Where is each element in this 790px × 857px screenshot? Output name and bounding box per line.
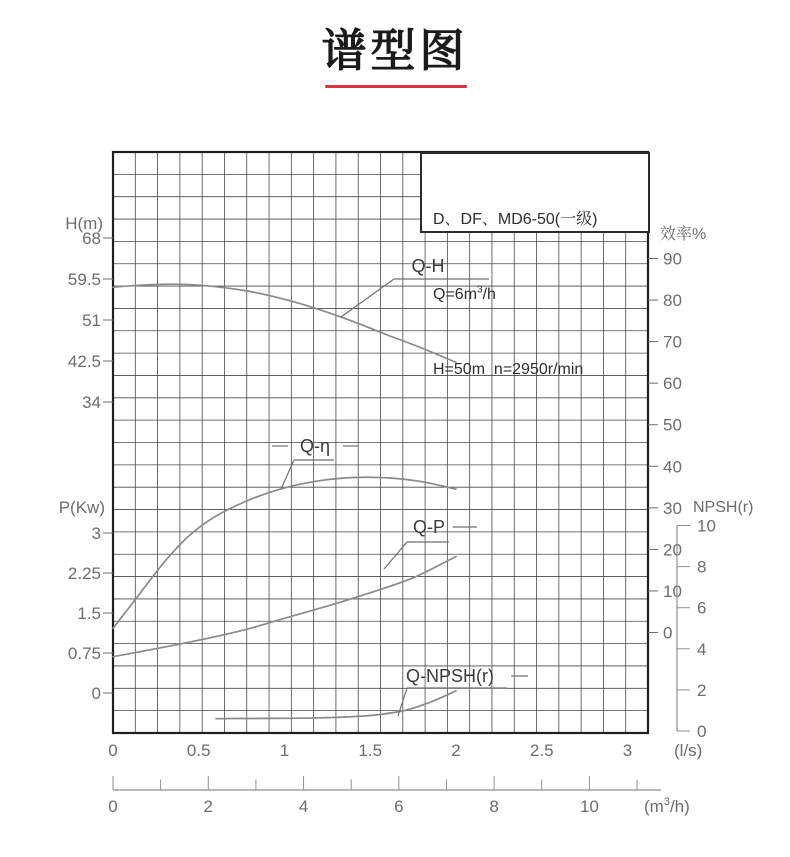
flow-ls-tick-label: 0 (108, 741, 118, 760)
flow-ls-tick-label: 1.5 (358, 741, 383, 760)
curve-label-text: Q-H (411, 256, 445, 276)
power-axis-tick-label: 2.25 (67, 564, 101, 584)
flow-ls-unit-label: (l/s) (674, 741, 703, 760)
power-axis-tick-label: 0.75 (67, 644, 101, 664)
efficiency-axis-tick-label: 20 (663, 540, 682, 560)
curve-label-text: Q-NPSH(r) (406, 666, 494, 686)
head-axis-tick-label: 68 (82, 229, 101, 248)
efficiency-axis-title: 效率% (660, 226, 707, 243)
efficiency-axis-tick-label: 30 (663, 498, 682, 518)
head-axis-tick-label: 34 (82, 392, 101, 412)
npsh-axis-tick-label: 0 (697, 722, 707, 741)
power-axis-title: P(Kw) (58, 498, 105, 517)
flow-m3h-tick-label: 6 (394, 797, 404, 816)
npsh-axis (677, 499, 753, 741)
flow-m3h-unit-label: $(m^3/h)$ (644, 796, 690, 816)
npsh-axis-title: NPSH(r) (693, 499, 754, 516)
flow-axis-m3h (108, 776, 690, 816)
efficiency-axis-tick-label: 70 (663, 332, 682, 352)
efficiency-axis-tick-label: 10 (663, 581, 682, 601)
efficiency-axis-tick-label: 50 (663, 415, 682, 435)
efficiency-axis-tick-label: 80 (663, 291, 682, 311)
curve-q-h (113, 284, 456, 362)
power-axis (59, 498, 113, 703)
flow-m3h-tick-label: 4 (298, 797, 309, 816)
curve-label-leader-line (341, 279, 394, 317)
flow-ls-tick-label: 2 (451, 741, 461, 760)
flow-ls-tick-label: 2.5 (529, 741, 554, 760)
curve-q-eta (113, 477, 456, 628)
efficiency-axis-tick-label: 0 (663, 623, 673, 643)
flow-superscript: 3 (477, 284, 483, 296)
efficiency-axis-tick-label: 40 (663, 457, 682, 477)
npsh-axis-tick-label: 8 (697, 557, 707, 577)
power-axis-tick-label: 1.5 (77, 604, 101, 624)
curve-label-text: Q-P (412, 517, 446, 537)
efficiency-axis-tick-label: 90 (663, 249, 682, 269)
npsh-axis-tick-label: 6 (697, 598, 707, 618)
curve-label-q-npsh (398, 666, 528, 716)
head-axis (65, 214, 113, 412)
page-title: 谱型图 (321, 25, 469, 76)
power-axis-tick-label: 3 (91, 524, 101, 544)
npsh-axis-tick-label: 4 (697, 639, 707, 659)
flow-m3h-tick-label: 8 (489, 797, 499, 816)
curve-q-p (113, 557, 456, 657)
pump-model-line: D、DF、MD6-50(一级) (433, 211, 598, 228)
flow-ls-tick-label: 3 (622, 741, 633, 760)
head-axis-title: H(m) (65, 214, 103, 233)
head-axis-tick-label: 59.5 (67, 269, 101, 289)
npsh-axis-tick-label: 2 (697, 680, 707, 700)
flow-m3h-tick-label: 10 (579, 797, 599, 816)
efficiency-axis-tick-label: 60 (663, 374, 682, 394)
curve-label-text: Q-η (299, 436, 331, 456)
flow-m3h-tick-label: 2 (203, 797, 214, 816)
flow-ls-tick-label: 1 (279, 741, 290, 760)
curve-label-leader-line (384, 542, 407, 569)
head-axis-tick-label: 42.5 (67, 351, 101, 371)
npsh-axis-tick-label: 10 (697, 516, 716, 536)
pump-flow-line (433, 282, 648, 307)
head-axis-tick-label: 51 (82, 310, 101, 330)
curve-label-q-p (384, 517, 477, 569)
flow-axis-ls (108, 741, 702, 760)
flow-ls-tick-label: 0.5 (186, 741, 211, 760)
flow-m3h-tick-label: 0 (108, 797, 118, 816)
pump-head-speed-line: H=50m n=2950r/min (433, 361, 584, 378)
power-axis-tick-label: 0 (91, 684, 101, 703)
curve-label-leader-line (281, 460, 294, 489)
flow-text: Q=6m (433, 286, 478, 303)
flow-unit-text: /h (482, 286, 496, 303)
